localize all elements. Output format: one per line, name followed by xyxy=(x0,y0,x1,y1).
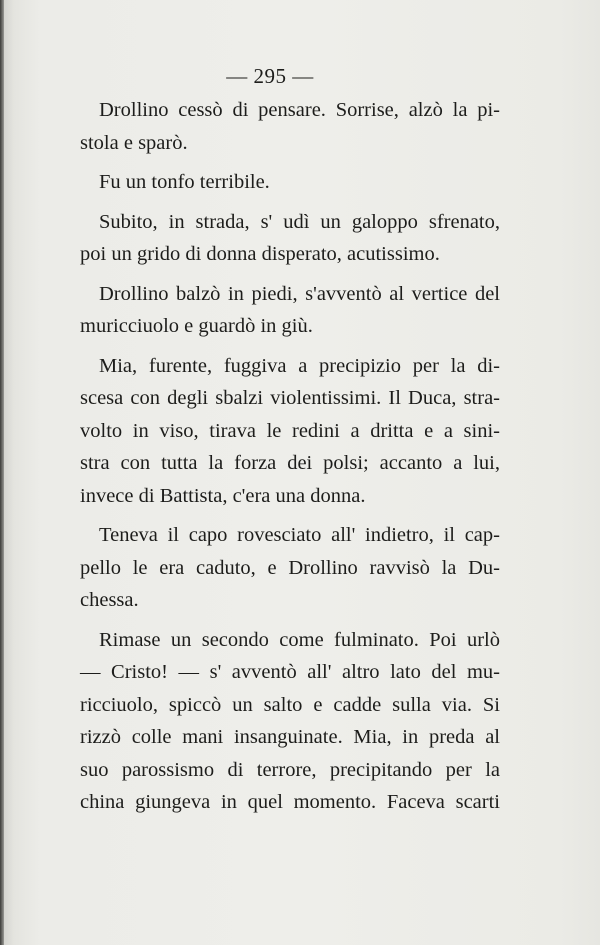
page-number: — 295 — xyxy=(226,64,314,88)
paragraph xyxy=(80,624,500,819)
text-line: poi un grido di donna disperato, acutissimo. xyxy=(80,243,440,265)
text-line: stra con tutta la forza dei polsi; accanto a lui, xyxy=(80,452,500,474)
text-line: stola e sparò. xyxy=(80,131,188,154)
text-line: scesa con degli sbalzi violentissimi. Il Duca, stra- xyxy=(80,387,500,409)
paragraph xyxy=(80,519,500,617)
paragraph xyxy=(80,350,500,513)
text-line: Teneva il capo rovesciato all' indietro, il cap- xyxy=(99,524,500,546)
paragraph xyxy=(80,206,500,271)
text-line: china giungeva in quel momento. Faceva scarti xyxy=(80,791,500,813)
text-line: Mia, furente, fuggiva a precipizio per la di- xyxy=(99,354,500,377)
text-line: — Cristo! — s' avventò all' altro lato del mu- xyxy=(80,661,500,683)
text-line: rizzò colle mani insanguinate. Mia, in preda al xyxy=(80,726,500,748)
paragraph xyxy=(80,94,500,159)
text-line: Drollino cessò di pensare. Sorrise, alzò la pi- xyxy=(99,99,500,121)
text-line: Fu un tonfo terribile. xyxy=(99,171,270,193)
text-line: Drollino balzò in piedi, s'avventò al vertice del xyxy=(99,282,500,305)
text-line: invece di Battista, c'era una donna. xyxy=(80,484,366,507)
text-line: pello le era caduto, e Drollino ravvisò la Du- xyxy=(80,556,500,579)
text-line: Rimase un secondo come fulminato. Poi urlò xyxy=(99,628,500,651)
paragraph xyxy=(80,166,500,199)
text-line: volto in viso, tirava le redini a dritta e a sini- xyxy=(80,419,500,442)
text-line: Subito, in strada, s' udì un galoppo sfrenato, xyxy=(99,210,500,233)
body-text xyxy=(80,94,500,826)
text-line: muricciuolo e guardò in giù. xyxy=(80,315,313,337)
paragraph xyxy=(80,278,500,343)
page-spine-edge xyxy=(0,0,4,945)
text-line: ricciuolo, spiccò un salto e cadde sulla via. Si xyxy=(80,693,500,716)
text-line: suo parossismo di terrore, precipitando per la xyxy=(80,758,500,781)
text-line: chessa. xyxy=(80,589,139,611)
